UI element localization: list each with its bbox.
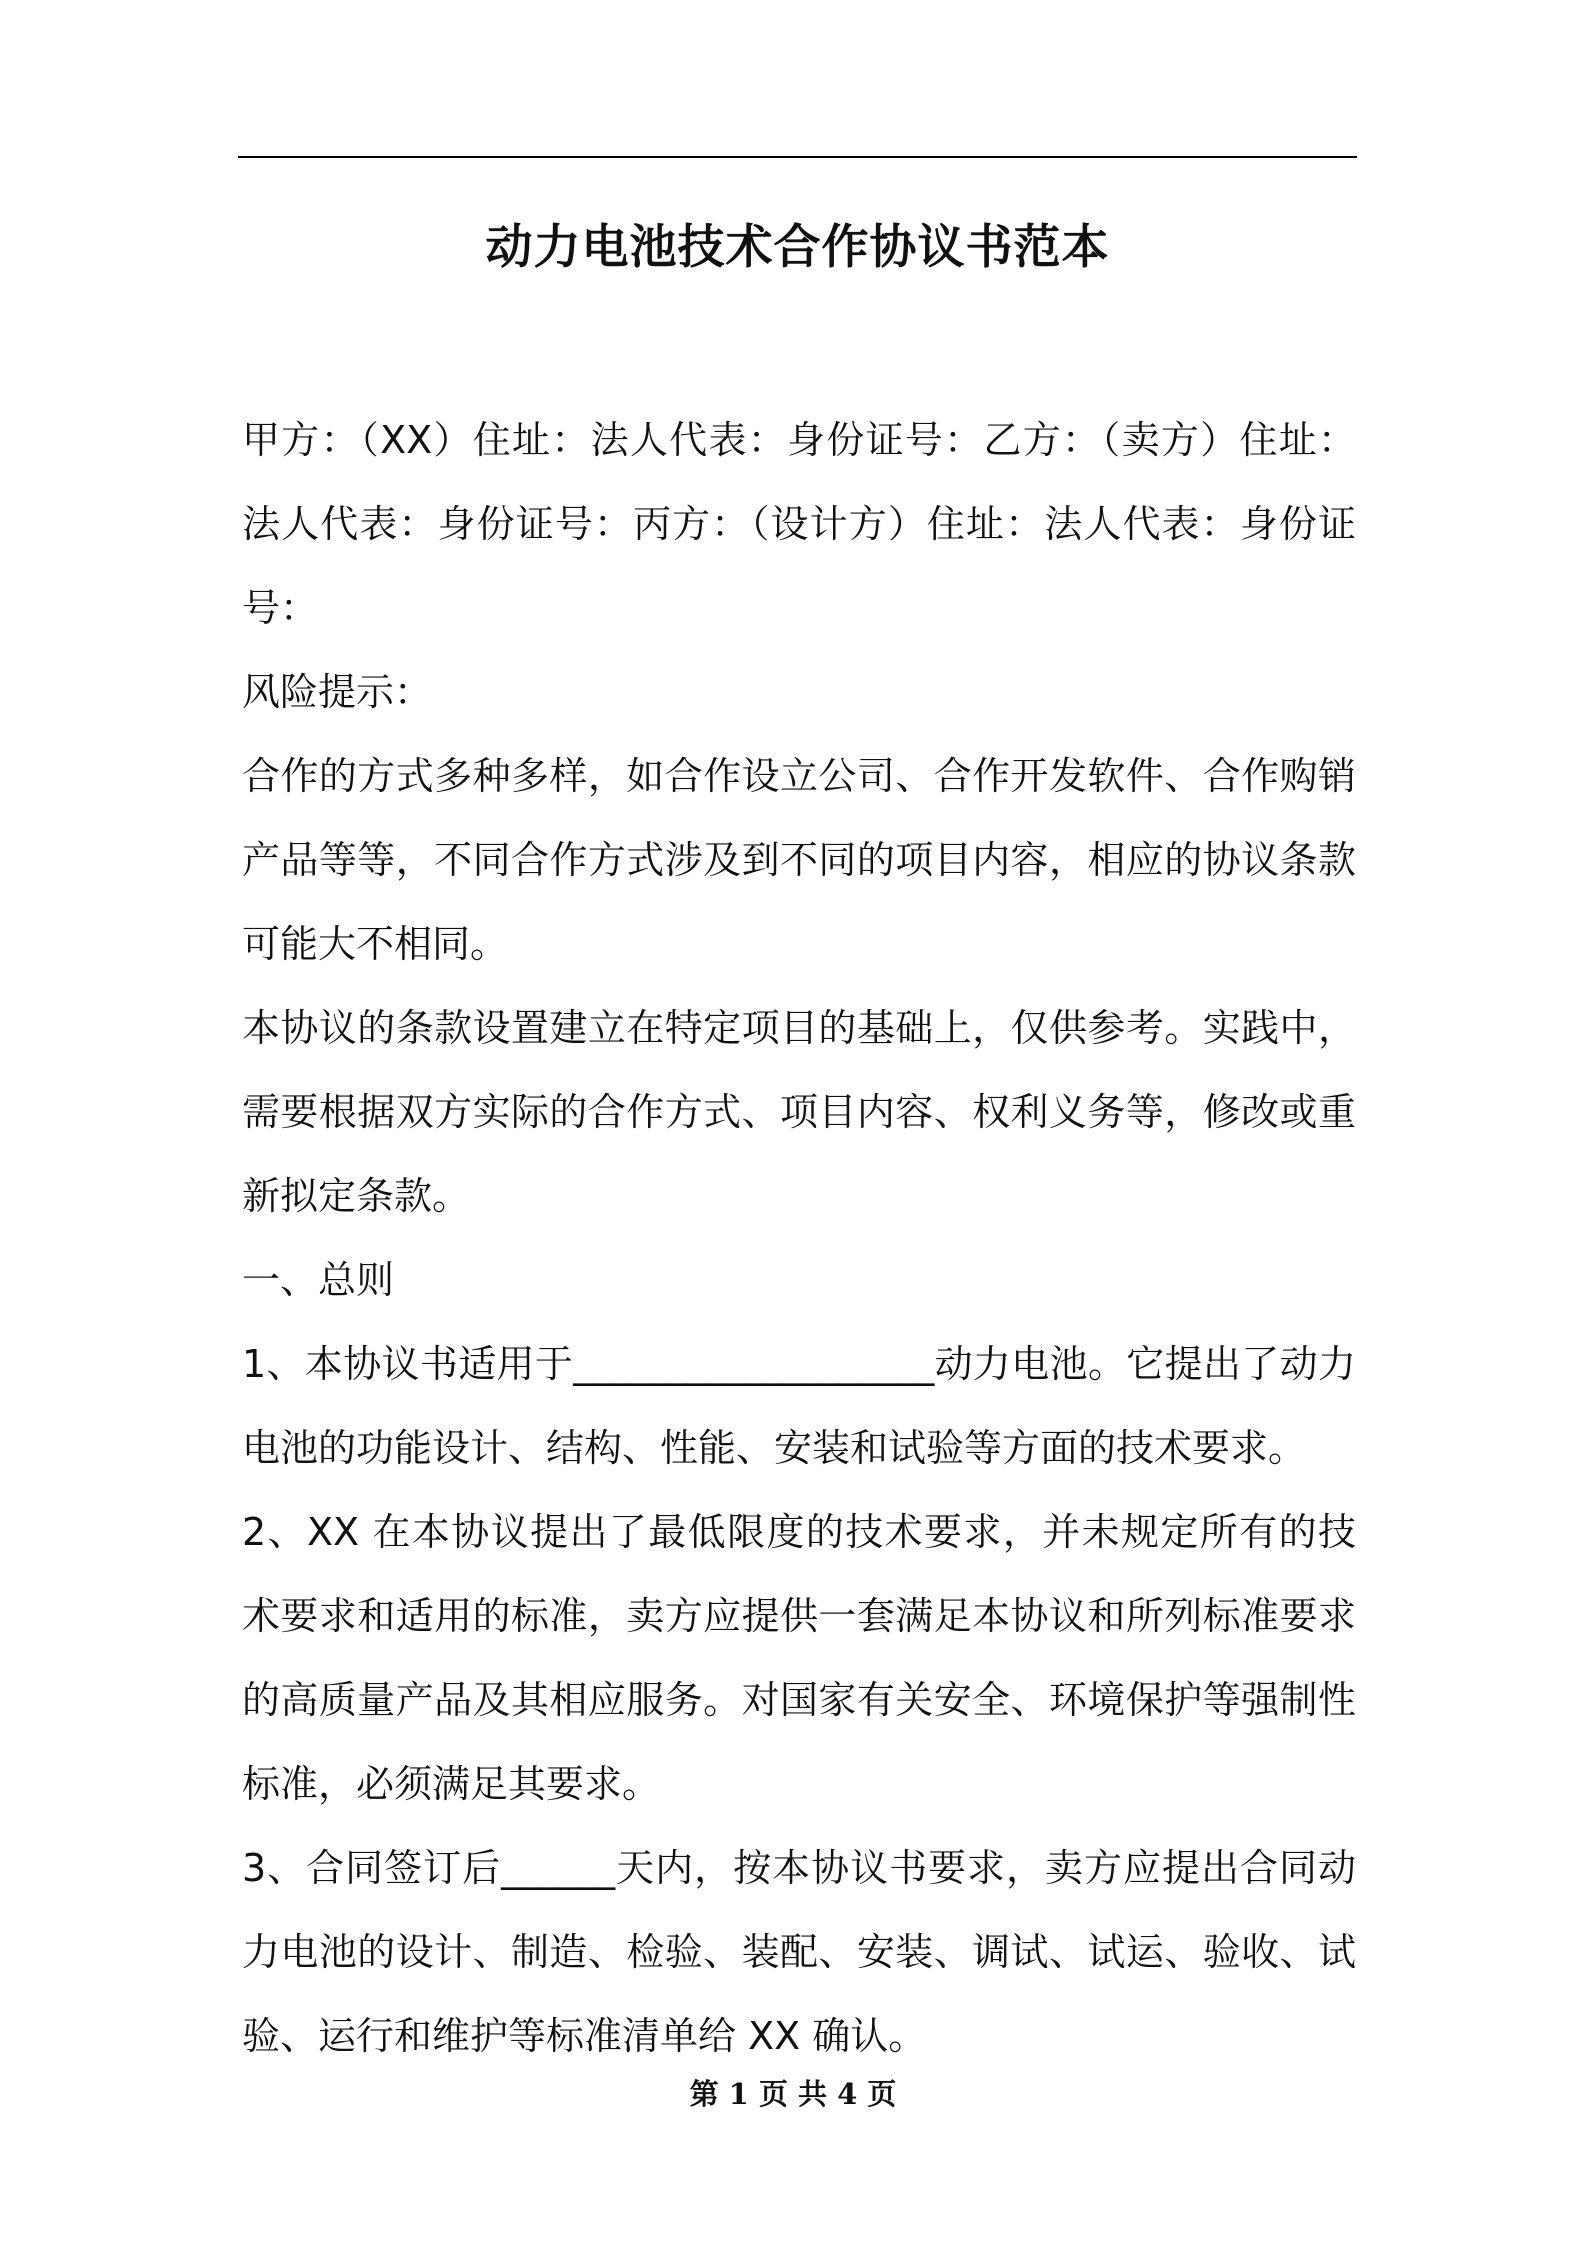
page-number-footer: 第 1 页 共 4 页: [689, 2077, 897, 2111]
risk-notice-paragraph-1: 合作的方式多种多样，如合作设立公司、合作开发软件、合作购销产品等等，不同合作方式涉及到不同的项目内容，相应的协议条款可能大不相同。: [242, 754, 1356, 966]
clause-2: 2、XX 在本协议提出了最低限度的技术要求，并未规定所有的技术要求和适用的标准，卖方应提供一套满足本协议和所列标准要求的高质量产品及其相应服务。对国家有关安全、环境保护等强制性标准，必须满足其要求。: [242, 1510, 1356, 1806]
risk-notice-paragraph-2: 本协议的条款设置建立在特定项目的基础上，仅供参考。实践中，需要根据双方实际的合作方式、项目内容、权利义务等，修改或重新拟定条款。: [242, 1006, 1356, 1218]
parties-paragraph: 甲方：（XX）住址：法人代表：身份证号：乙方：（卖方）住址：法人代表：身份证号：丙方：（设计方）住址：法人代表：身份证号：: [242, 418, 1356, 630]
clause-1: 1、本协议书适用于___________________动力电池。它提出了动力电池的功能设计、结构、性能、安装和试验等方面的技术要求。: [242, 1342, 1356, 1470]
section-heading-general: 一、总则: [242, 1258, 395, 1302]
risk-notice-heading: 风险提示：: [242, 670, 433, 714]
document-body: [242, 398, 1356, 2078]
clause-3: 3、合同签订后______天内，按本协议书要求，卖方应提出合同动力电池的设计、制造、检验、装配、安装、调试、试运、验收、试验、运行和维护等标准清单给 XX 确认。: [242, 1846, 1356, 2058]
header-rule: [238, 156, 1357, 158]
document-title: 动力电池技术合作协议书范本: [485, 220, 1110, 275]
